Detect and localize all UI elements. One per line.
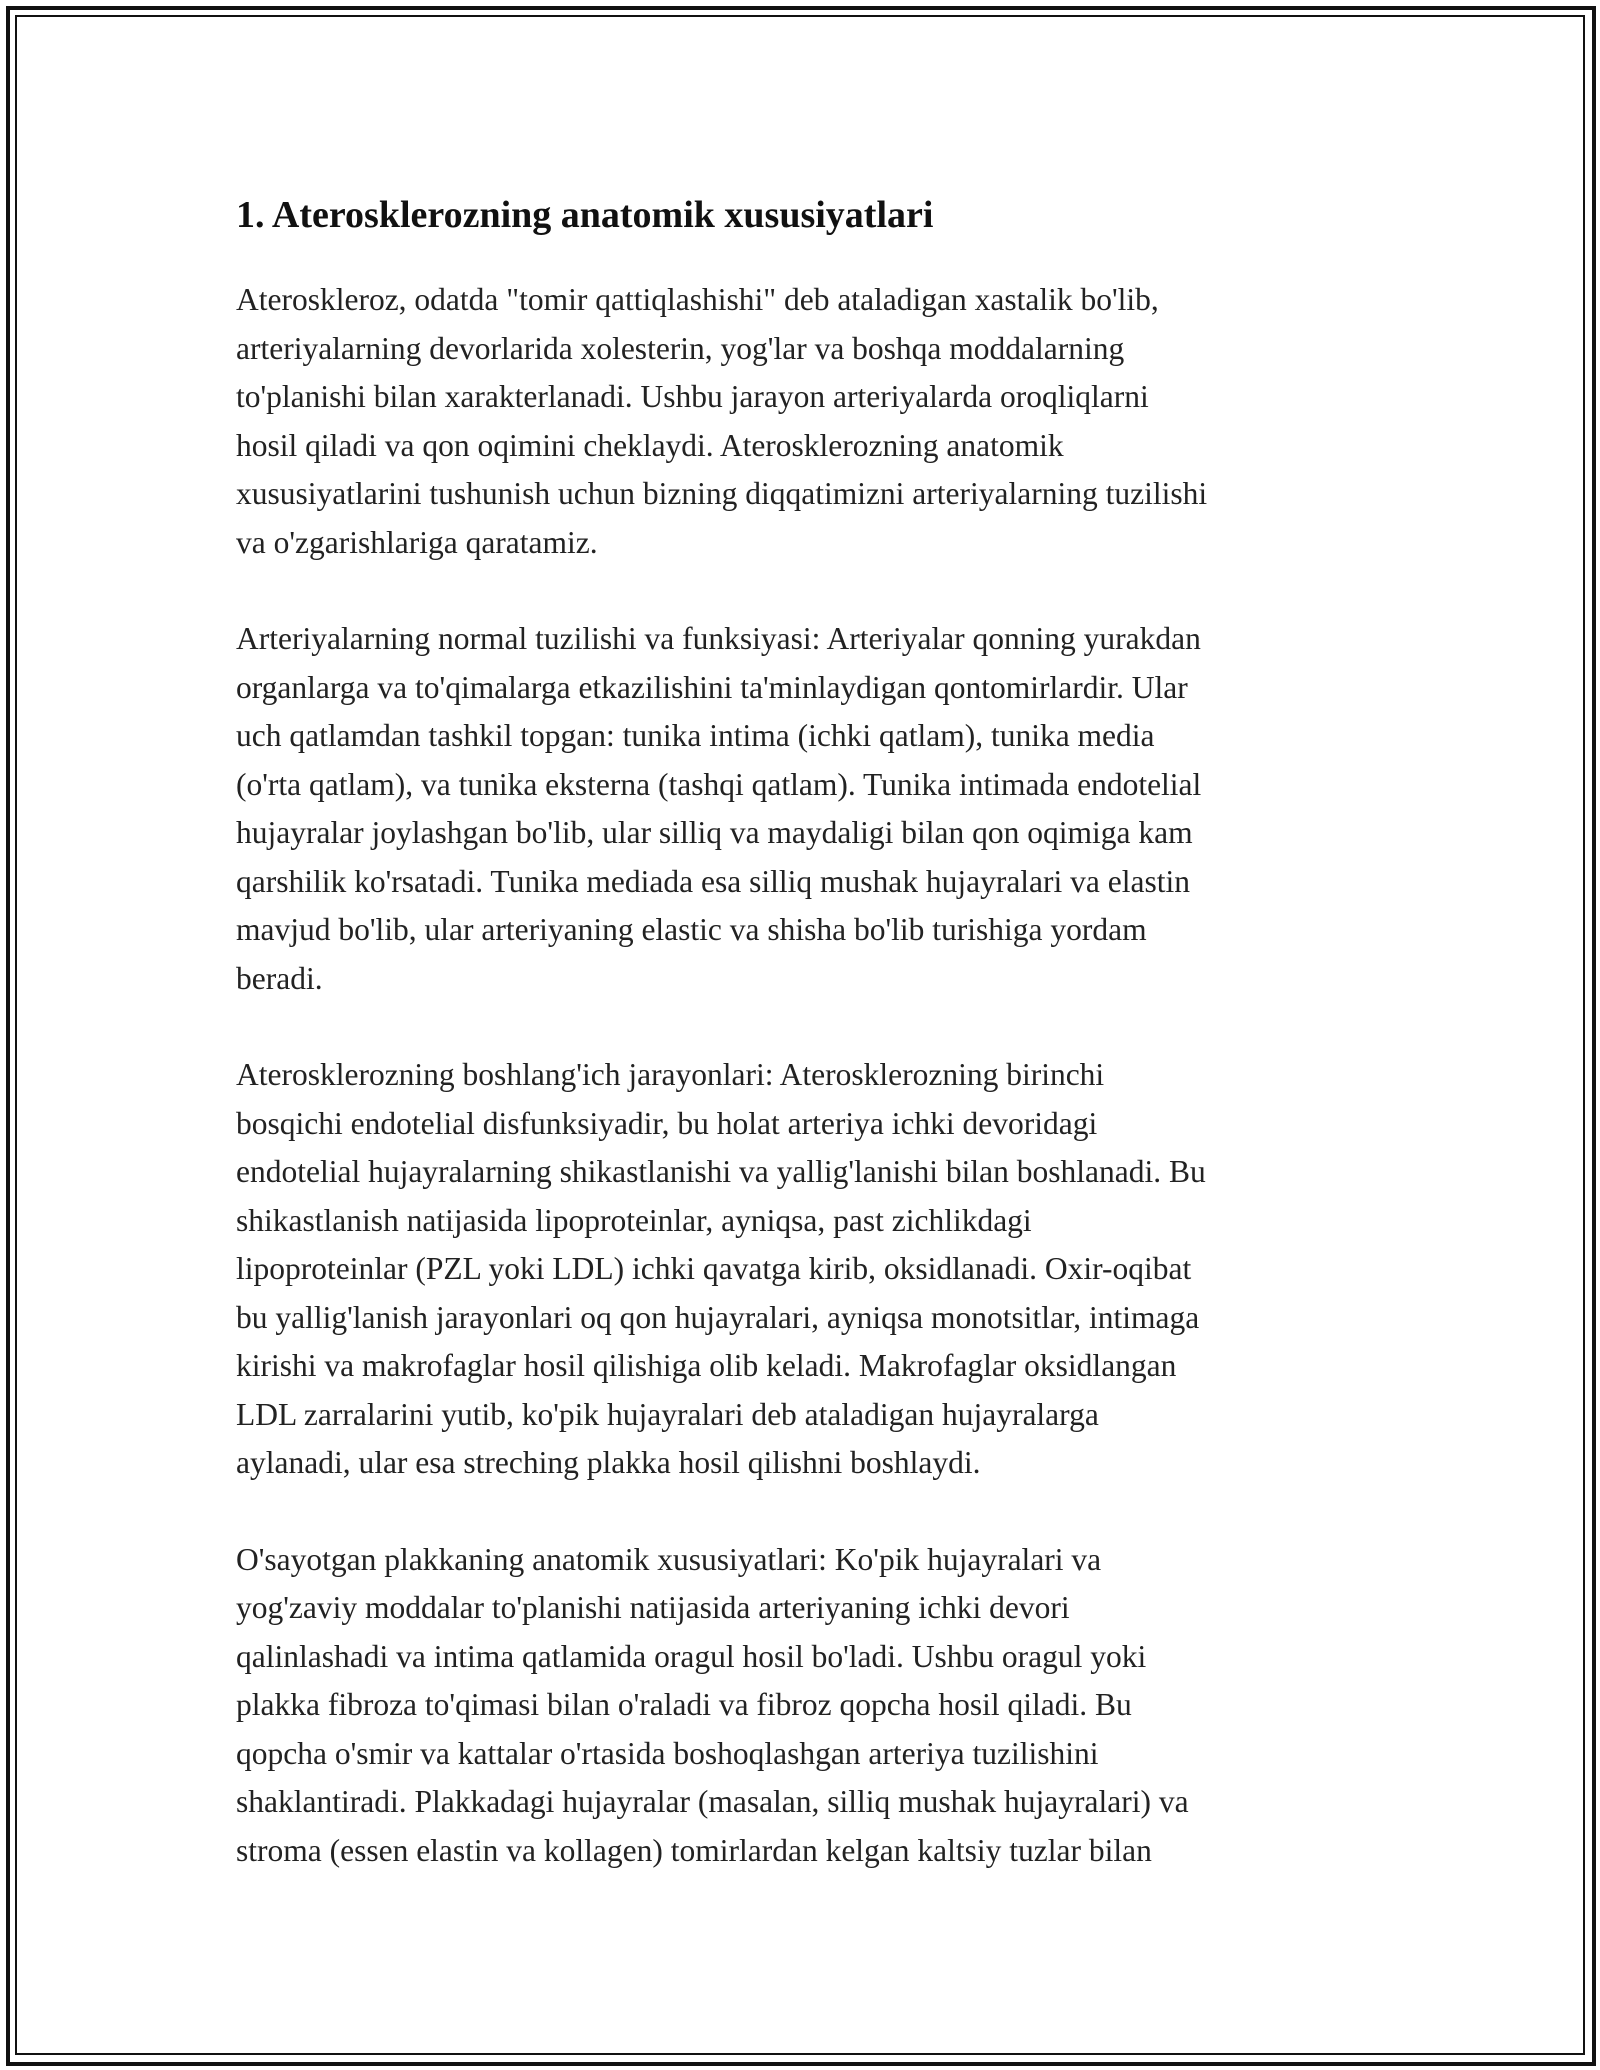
text-line: Arteriyalarning normal tuzilishi va funksiyasi: Arteriyalar qonning yurakdan bbox=[236, 621, 1201, 656]
text-line: beradi. bbox=[236, 960, 323, 996]
paragraph bbox=[236, 615, 1366, 1003]
section-heading: 1. Aterosklerozning anatomik xususiyatlari bbox=[236, 194, 934, 236]
text-line: mavjud bo'lib, ular arteriyaning elastic va shisha bo'lib turishiga yordam bbox=[236, 912, 1147, 947]
paragraph bbox=[236, 1051, 1366, 1488]
text-line: organlarga va to'qimalarga etkazilishini ta'minlaydigan qontomirlardir. Ular bbox=[236, 669, 1188, 705]
text-line: LDL zarralarini yutib, ko'pik hujayralari deb ataladigan hujayralarga bbox=[236, 1396, 1099, 1432]
text-line: kirishi va makrofaglar hosil qilishiga olib keladi. Makrofaglar oksidlangan bbox=[236, 1348, 1177, 1383]
text-line: arteriyalarning devorlarida xolesterin, yog'lar va boshqa moddalarning bbox=[236, 330, 1125, 366]
text-line: uch qatlamdan tashkil topgan: tunika intima (ichki qatlam), tunika media bbox=[236, 718, 1155, 753]
text-line: shaklantiradi. Plakkadagi hujayralar (masalan, silliq mushak hujayralari) va bbox=[236, 1784, 1189, 1819]
text-line: (o'rta qatlam), va tunika eksterna (tashqi qatlam). Tunika intimada endotelial bbox=[236, 766, 1202, 802]
text-line: qarshilik ko'rsatadi. Tunika mediada esa silliq mushak hujayralari va elastin bbox=[236, 863, 1190, 899]
text-line: bu yallig'lanish jarayonlari oq qon hujayralari, ayniqsa monotsitlar, intimaga bbox=[236, 1299, 1200, 1335]
paragraph-list bbox=[236, 276, 1366, 1875]
text-line: qalinlashadi va intima qatlamida oragul hosil bo'ladi. Ushbu oragul yoki bbox=[236, 1638, 1147, 1674]
text-line: yog'zaviy moddalar to'planishi natijasida arteriyaning ichki devori bbox=[236, 1590, 1070, 1625]
text-line: plakka fibroza to'qimasi bilan o'raladi va fibroz qopcha hosil qiladi. Bu bbox=[236, 1687, 1132, 1722]
text-line: shikastlanish natijasida lipoproteinlar, ayniqsa, past zichlikdagi bbox=[236, 1202, 1032, 1238]
document-body bbox=[236, 180, 1366, 1923]
text-line: aylanadi, ular esa streching plakka hosil qilishni boshlaydi. bbox=[236, 1445, 981, 1480]
text-line: va o'zgarishlariga qaratamiz. bbox=[236, 524, 598, 560]
text-line: hujayralar joylashgan bo'lib, ular silliq va maydaligi bilan qon oqimiga kam bbox=[236, 815, 1193, 850]
text-line: qopcha o'smir va kattalar o'rtasida boshoqlashgan arteriya tuzilishini bbox=[236, 1735, 1099, 1771]
text-line: to'planishi bilan xarakterlanadi. Ushbu jarayon arteriyalarda oroqliqlarni bbox=[236, 379, 1149, 414]
text-line: bosqichi endotelial disfunksiyadir, bu holat arteriya ichki devoridagi bbox=[236, 1105, 1098, 1141]
paragraph bbox=[236, 1536, 1366, 1876]
text-line: xususiyatlarini tushunish uchun bizning diqqatimizni arteriyalarning tuzilishi bbox=[236, 476, 1208, 511]
text-line: endotelial hujayralarning shikastlanishi va yallig'lanishi bilan boshlanadi. Bu bbox=[236, 1154, 1206, 1189]
text-line: Ateroskleroz, odatda "tomir qattiqlashishi" deb ataladigan xastalik bo'lib, bbox=[236, 282, 1159, 317]
text-line: O'sayotgan plakkaning anatomik xususiyatlari: Ko'pik hujayralari va bbox=[236, 1541, 1102, 1577]
text-line: hosil qiladi va qon oqimini cheklaydi. Aterosklerozning anatomik bbox=[236, 427, 1064, 463]
text-line: lipoproteinlar (PZL yoki LDL) ichki qavatga kirib, oksidlanadi. Oxir-oqibat bbox=[236, 1251, 1192, 1286]
text-line: Aterosklerozning boshlang'ich jarayonlari: Aterosklerozning birinchi bbox=[236, 1057, 1105, 1092]
paragraph bbox=[236, 276, 1366, 567]
text-line: stroma (essen elastin va kollagen) tomirlardan kelgan kaltsiy tuzlar bilan bbox=[236, 1832, 1152, 1868]
